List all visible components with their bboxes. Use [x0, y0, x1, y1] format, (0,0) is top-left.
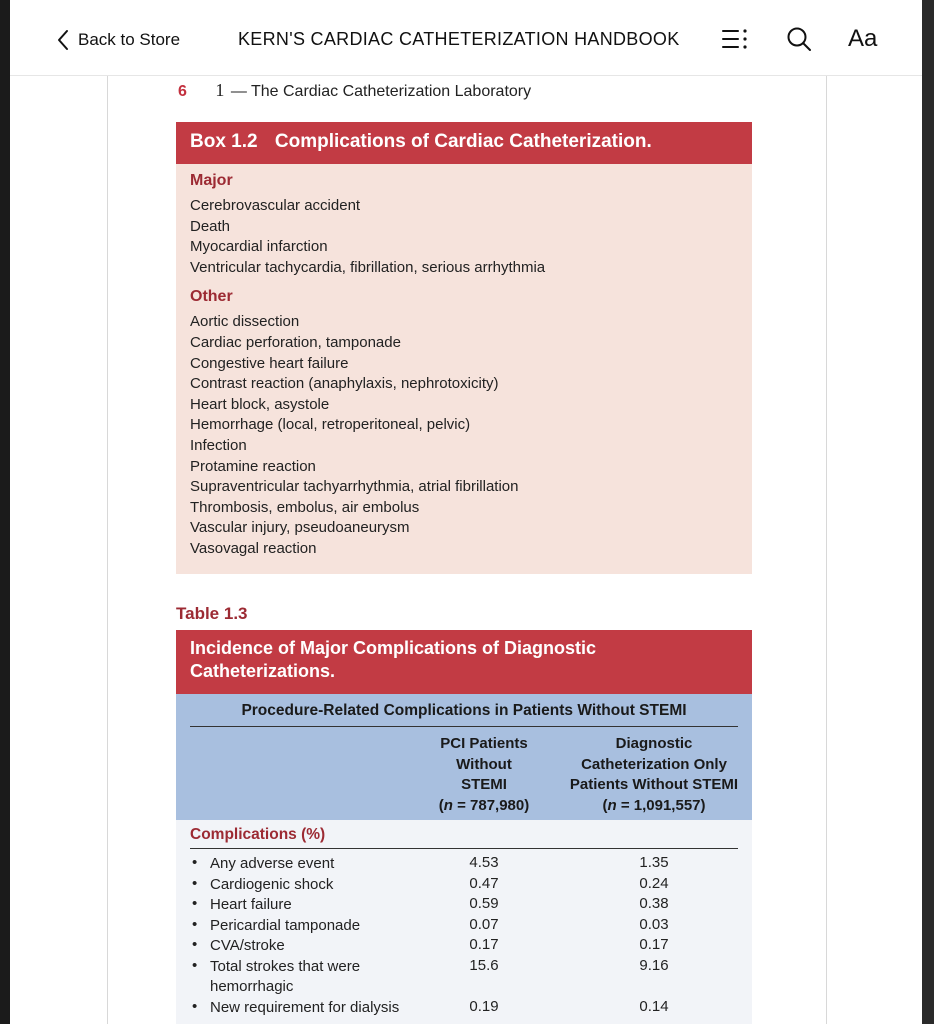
table-row [176, 998, 752, 1019]
column-header-n: (n = 787,980) [438, 796, 530, 814]
reader-toolbar [10, 0, 922, 76]
column-header-line: Catheterization Only [581, 755, 727, 773]
bullet: • [192, 936, 198, 953]
row-label: Total strokes that were hemorrhagic [210, 957, 361, 995]
cell-diagnostic: 1.35 [639, 854, 669, 871]
complications-heading: Complications (%) [190, 826, 326, 843]
major-list [190, 196, 738, 278]
list-item: Death [190, 217, 231, 235]
cell-diagnostic: 0.03 [639, 915, 669, 933]
list-item: Vasovagal reaction [190, 539, 317, 557]
column-header-line: STEMI [461, 776, 507, 793]
table-title-line: Incidence of Major Complications of Diagnostic [190, 638, 597, 658]
list-item: Protamine reaction [190, 457, 316, 475]
band-title: Procedure-Related Complications in Patients Without STEMI [241, 702, 687, 719]
cell-pci: 0.07 [469, 915, 499, 933]
box-body [176, 164, 752, 574]
left-screen-edge [0, 0, 10, 1024]
book-reader [10, 0, 922, 1024]
complications-box [176, 122, 752, 574]
bullet: • [192, 915, 198, 933]
bullet: • [192, 854, 198, 871]
row-label: CVA/stroke [210, 937, 285, 954]
list-item: Hemorrhage (local, retroperitoneal, pelvic) [190, 416, 471, 434]
chevron-left-icon [52, 25, 76, 55]
row-label: Cardiogenic shock [210, 875, 334, 893]
row-label: New requirement for dialysis [210, 998, 400, 1016]
other-heading: Other [190, 288, 233, 306]
table-column-header-band [176, 694, 752, 820]
cell-diagnostic: 0.38 [639, 895, 669, 912]
cell-pci: 0.59 [469, 895, 499, 912]
list-item: Contrast reaction (anaphylaxis, nephrotoxicity) [190, 375, 499, 393]
box-title: Complications of Cardiac Catheterization. [274, 131, 652, 152]
n-label: n [443, 796, 453, 814]
table-rows [176, 854, 752, 1018]
table-row [176, 895, 752, 916]
row-label: Heart failure [210, 896, 292, 913]
table-row [176, 875, 752, 896]
row-label: Pericardial tamponade [210, 916, 361, 934]
book-page [107, 76, 827, 1024]
list-item: Infection [190, 436, 247, 454]
column-header-n: (n = 1,091,557) [602, 796, 706, 814]
chapter-separator: — [230, 83, 247, 100]
table-row [176, 936, 752, 957]
n-value: = 787,980) [452, 796, 530, 814]
column-header-line: Diagnostic [615, 735, 693, 752]
cell-diagnostic: 9.16 [639, 956, 669, 974]
column-header-diagnostic [556, 734, 752, 816]
table-of-contents-icon[interactable] [720, 24, 750, 54]
list-item: Thrombosis, embolus, air embolus [190, 498, 420, 516]
table-label: Table 1.3 [176, 604, 248, 623]
list-item: Congestive heart failure [190, 354, 349, 372]
cell-pci: 0.47 [469, 874, 499, 892]
list-item: Cerebrovascular accident [190, 197, 361, 214]
n-label: n [607, 796, 617, 814]
bullet: • [192, 997, 198, 1015]
table-row [176, 916, 752, 937]
cell-pci: 0.19 [469, 997, 499, 1015]
bullet: • [192, 895, 198, 912]
cell-pci: 0.17 [469, 936, 499, 953]
divider [190, 726, 738, 727]
font-settings-button[interactable]: Aa [848, 25, 878, 52]
box-label: Box 1.2 [190, 131, 258, 152]
list-item: Cardiac perforation, tamponade [190, 333, 401, 351]
list-item: Vascular injury, pseudoaneurysm [190, 519, 410, 537]
list-item: Aortic dissection [190, 313, 300, 331]
cell-diagnostic: 0.14 [639, 997, 669, 1015]
row-label: Any adverse event [210, 855, 335, 872]
cell-diagnostic: 0.17 [639, 936, 669, 953]
search-icon[interactable] [784, 24, 814, 54]
bullet: • [192, 956, 198, 974]
list-item: Myocardial infarction [190, 238, 328, 256]
cell-pci: 15.6 [469, 956, 499, 974]
page-number: 6 [178, 83, 187, 100]
back-to-store-label: Back to Store [78, 30, 181, 49]
list-item: Supraventricular tachyarrhythmia, atrial fibrillation [190, 478, 519, 496]
box-header [176, 122, 752, 164]
list-item: Heart block, asystole [190, 395, 330, 413]
column-header-pci [414, 734, 554, 816]
table-row [176, 854, 752, 875]
column-header-line: PCI Patients [440, 735, 528, 752]
table-body [176, 820, 752, 1024]
column-header-line: Patients Without STEMI [569, 776, 739, 793]
other-list [190, 312, 738, 559]
book-title: KERN'S CARDIAC CATHETERIZATION HANDBOOK [238, 29, 680, 49]
cell-diagnostic: 0.24 [639, 874, 669, 892]
column-header-line: Without [456, 755, 512, 773]
running-head [178, 80, 531, 101]
back-to-store-button[interactable] [52, 22, 180, 58]
table-row [176, 957, 752, 998]
table-title [176, 630, 752, 694]
chapter-title: The Cardiac Catheterization Laboratory [250, 83, 532, 100]
cell-pci: 4.53 [469, 854, 499, 871]
bullet: • [192, 874, 198, 892]
chapter-number: 1 [215, 80, 225, 100]
right-screen-edge [922, 0, 934, 1024]
divider [190, 848, 738, 849]
table-title-line: Catheterizations. [190, 661, 336, 681]
n-value: = 1,091,557) [616, 796, 706, 814]
major-heading: Major [190, 172, 233, 189]
list-item: Ventricular tachycardia, fibrillation, serious arrhythmia [190, 258, 546, 276]
